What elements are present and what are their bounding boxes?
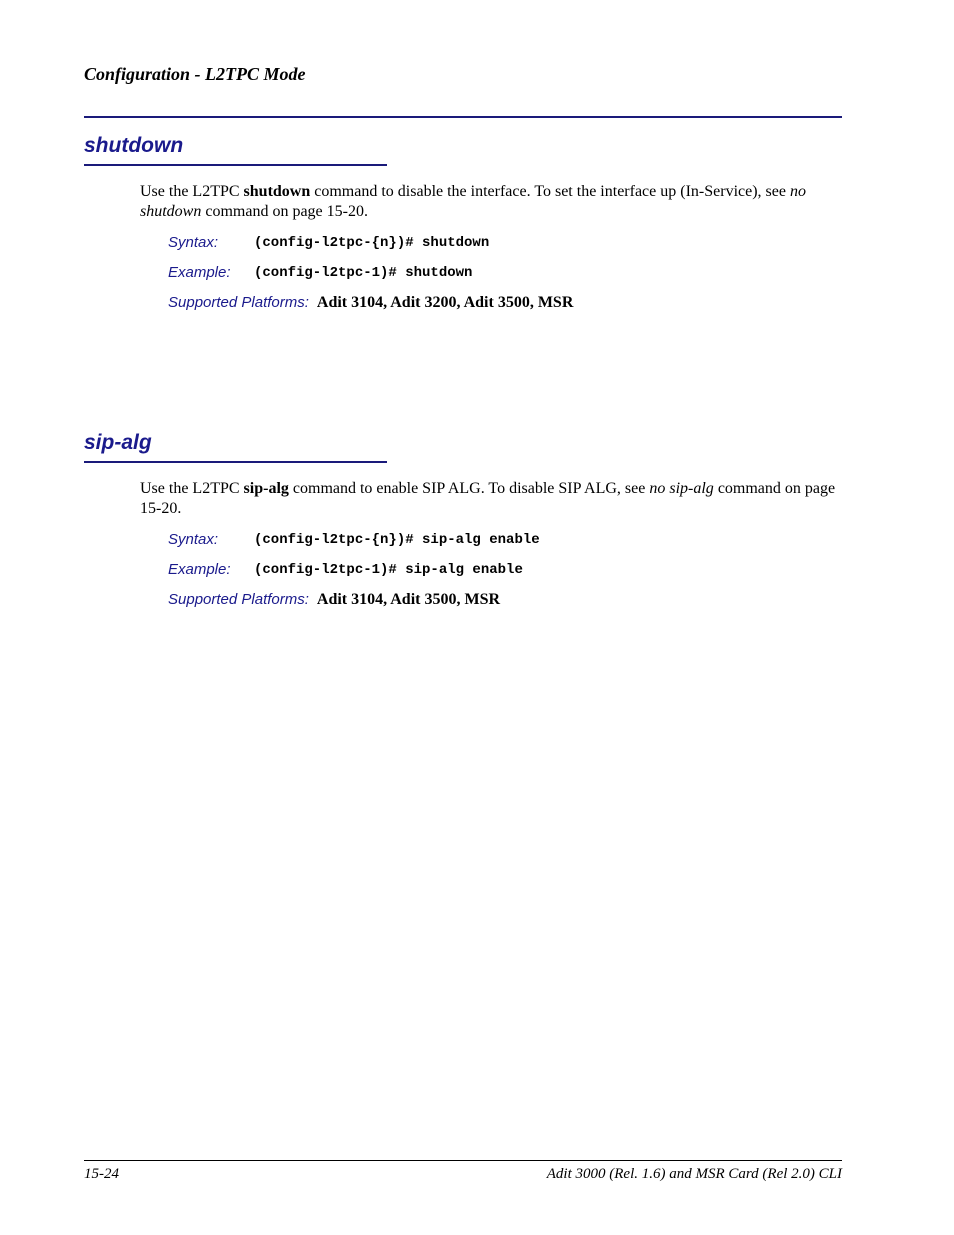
command-name: sip-alg <box>243 480 289 497</box>
example-value: (config-l2tpc-1)# shutdown <box>254 265 473 281</box>
description-text: Use the L2TPC <box>140 183 244 200</box>
cross-reference: no shutdown <box>140 183 806 220</box>
section-title: shutdown <box>84 134 184 157</box>
footer-rule <box>84 1160 842 1161</box>
example-label: Example: <box>168 264 231 281</box>
syntax-row <box>168 228 842 258</box>
header-rule <box>84 116 842 118</box>
syntax-label: Syntax: <box>168 234 219 251</box>
section-description <box>140 182 840 222</box>
syntax-value: (config-l2tpc-{n})# sip-alg enable <box>254 532 540 548</box>
example-row <box>168 258 842 288</box>
example-value: (config-l2tpc-1)# sip-alg enable <box>254 562 523 578</box>
syntax-label: Syntax: <box>168 531 219 548</box>
section-description <box>140 479 840 519</box>
description-text: command on page 15-20. <box>201 203 368 220</box>
section-title: sip-alg <box>84 431 152 454</box>
platforms-row <box>168 585 842 615</box>
platforms-label: Supported Platforms: <box>168 591 309 608</box>
section-sip-alg <box>84 429 842 615</box>
command-name: shutdown <box>243 183 311 200</box>
description-text: Use the L2TPC <box>140 480 244 497</box>
example-row <box>168 555 842 585</box>
syntax-value: (config-l2tpc-{n})# shutdown <box>254 235 490 251</box>
section-underline <box>84 164 387 166</box>
description-text: command on page 15-20. <box>140 480 836 517</box>
syntax-row <box>168 525 842 555</box>
page-number: 15-24 <box>84 1166 119 1182</box>
description-text: command to enable SIP ALG. To disable SIP ALG, see <box>288 480 650 497</box>
platforms-row <box>168 288 842 318</box>
description-text: command to disable the interface. To set the interface up (In-Service), see <box>310 183 790 200</box>
platforms-value: Adit 3104, Adit 3500, MSR <box>316 591 501 608</box>
platforms-value: Adit 3104, Adit 3200, Adit 3500, MSR <box>316 294 574 311</box>
section-shutdown <box>84 132 842 318</box>
example-label: Example: <box>168 561 231 578</box>
document-title: Adit 3000 (Rel. 1.6) and MSR Card (Rel 2.0) CLI <box>546 1166 842 1182</box>
cross-reference: no sip-alg <box>649 480 714 497</box>
section-underline <box>84 461 387 463</box>
running-header: Configuration - L2TPC Mode <box>84 64 306 84</box>
platforms-label: Supported Platforms: <box>168 294 309 311</box>
